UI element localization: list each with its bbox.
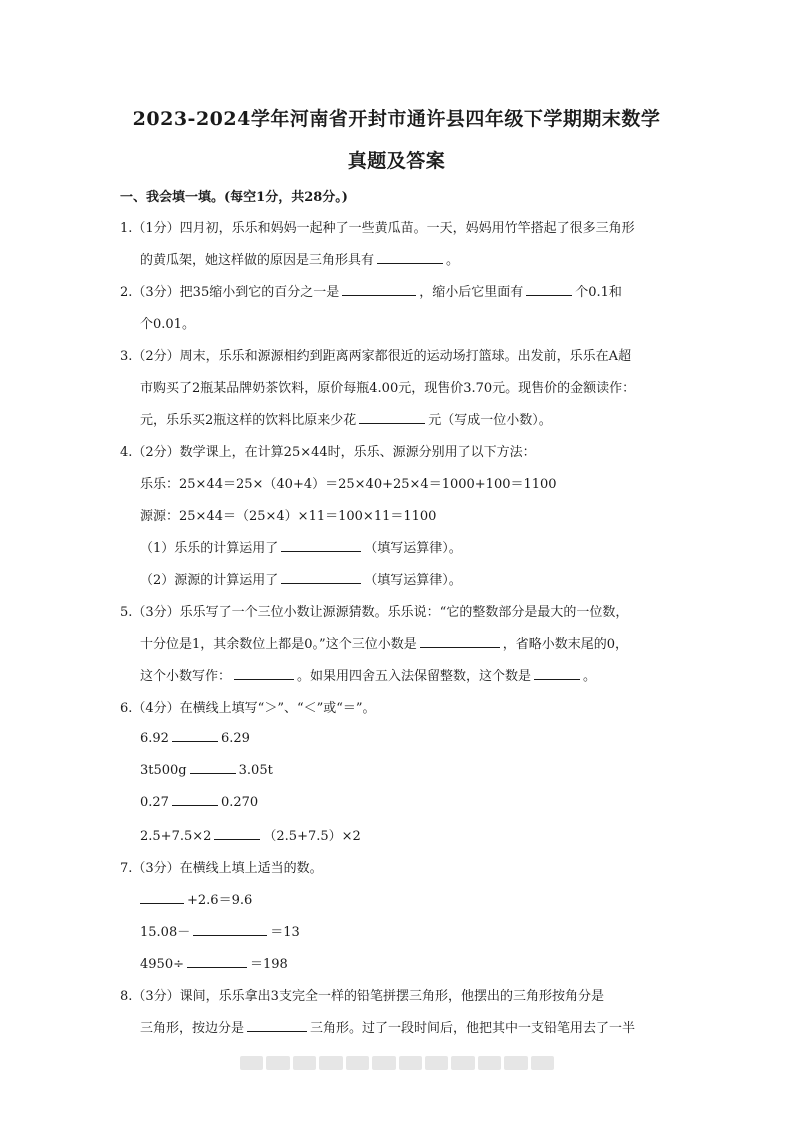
- question-5-text: 十分位是1，其余数位上都是0。”这个三位小数是: [140, 637, 417, 652]
- question-6-line-1: 6.（4分）在横线上填写“＞”、“＜”或“＝”。: [120, 701, 376, 716]
- question-7-line-1: 7.（3分）在横线上填上适当的数。: [120, 861, 323, 876]
- fill-row: [140, 889, 252, 908]
- question-4-part-2-end: （填写运算律）。: [364, 573, 462, 588]
- question-2-text-3: 个0.1和: [575, 285, 622, 300]
- compare-left: 6.92: [140, 731, 169, 746]
- question-4-part-1: [140, 537, 462, 556]
- answer-blank[interactable]: [190, 761, 236, 774]
- question-4-part-1-end: （填写运算律）。: [364, 541, 462, 556]
- compare-right: 0.270: [220, 795, 259, 810]
- compare-row: [140, 761, 273, 778]
- question-4-yuanyuan-method: 源源：25×44＝（25×4）×11＝100×11＝1100: [140, 509, 437, 524]
- answer-blank[interactable]: [234, 667, 294, 680]
- fill-row: [140, 953, 288, 972]
- question-1-end: 。: [446, 253, 460, 268]
- compare-row: [140, 793, 258, 810]
- question-8-line-1: 8.（3分）课间，乐乐拿出3支完全一样的铅笔拼摆三角形，他摆出的三角形按角分是: [120, 989, 604, 1004]
- compare-right: 6.29: [220, 731, 250, 746]
- question-3-line-3: [140, 409, 552, 428]
- answer-blank[interactable]: [214, 827, 260, 840]
- answer-blank[interactable]: [172, 793, 218, 806]
- question-3-line-2: 市购买了2瓶某品牌奶茶饮料，原价每瓶4.00元，现售价3.70元。现售价的金额读作：: [140, 381, 636, 396]
- question-4-lele-method: 乐乐：25×44＝25×（40+4）＝25×40+25×4＝1000+100＝1100: [140, 477, 557, 492]
- question-5-text-2: ，省略小数末尾的0，: [502, 637, 628, 652]
- answer-blank[interactable]: [377, 251, 443, 264]
- answer-blank[interactable]: [526, 283, 572, 296]
- question-1-text: 的黄瓜架，她这样做的原因是三角形具有: [140, 253, 375, 268]
- answer-blank[interactable]: [193, 923, 267, 936]
- compare-right: （2.5+7.5）×2: [263, 829, 361, 844]
- question-3-end: 元（写成一位小数）。: [428, 413, 552, 428]
- fill-expression-left: 4950÷: [140, 957, 184, 972]
- answer-blank[interactable]: [140, 891, 184, 904]
- answer-blank[interactable]: [281, 571, 361, 584]
- fill-expression: +2.6＝9.6: [187, 893, 253, 908]
- question-4-part-2: [140, 569, 462, 588]
- question-5-line-1: 5.（3分）乐乐写了一个三位小数让源源猜数。乐乐说：“它的整数部分是最大的一位数，: [120, 605, 629, 620]
- question-4-line-1: 4.（2分）数学课上，在计算25×44时，乐乐、源源分别用了以下方法：: [120, 445, 536, 460]
- question-2-line-1: [120, 281, 622, 300]
- question-2-text: 2.（3分）把35缩小到它的百分之一是: [120, 285, 340, 300]
- question-8-line-2: [140, 1017, 635, 1036]
- answer-blank[interactable]: [247, 1019, 307, 1032]
- question-2-text-2: ，缩小后它里面有: [419, 285, 524, 300]
- question-3-text: 元，乐乐买2瓶这样的饮料比原来少花: [140, 413, 357, 428]
- compare-left: 3t500g: [140, 763, 187, 778]
- document-title-line-2: 真题及答案: [347, 150, 446, 172]
- question-5-text-4: 。如果用四舍五入法保留整数，这个数是: [297, 669, 532, 684]
- question-1-line-1: 1.（1分）四月初，乐乐和妈妈一起种了一些黄瓜苗。一天，妈妈用竹竿搭起了很多三角形: [120, 221, 635, 236]
- section-heading: 一、我会填一填。(每空1分，共28分。): [120, 190, 348, 205]
- compare-left: 2.5+7.5×2: [140, 829, 212, 844]
- question-1-line-2: [140, 249, 459, 268]
- answer-blank[interactable]: [534, 667, 580, 680]
- question-5-text-3: 这个小数写作：: [140, 669, 232, 684]
- fill-expression-left: 15.08－: [140, 925, 191, 940]
- compare-row: [140, 729, 250, 746]
- fill-expression-right: ＝198: [249, 957, 288, 972]
- blurred-footer-watermark: [240, 1056, 554, 1070]
- compare-right: 3.05t: [238, 763, 273, 778]
- question-4-part-1-text: （1）乐乐的计算运用了: [140, 541, 279, 556]
- fill-row: [140, 921, 300, 940]
- compare-row: [140, 825, 361, 844]
- answer-blank[interactable]: [420, 635, 500, 648]
- question-4-part-2-text: （2）源源的计算运用了: [140, 573, 279, 588]
- question-8-text: 三角形，按边分是: [140, 1021, 245, 1036]
- question-5-end: 。: [583, 669, 597, 684]
- question-3-line-1: 3.（2分）周末，乐乐和源源相约到距离两家都很近的运动场打篮球。出发前，乐乐在A超: [120, 349, 632, 364]
- question-2-line-2: 个0.01。: [140, 317, 195, 332]
- fill-expression-right: ＝13: [270, 925, 300, 940]
- answer-blank[interactable]: [281, 539, 361, 552]
- answer-blank[interactable]: [172, 729, 218, 742]
- document-title-line-1: 2023-2024学年河南省开封市通许县四年级下学期期末数学: [132, 108, 661, 130]
- answer-blank[interactable]: [187, 955, 247, 968]
- question-5-line-2: [140, 633, 628, 652]
- compare-left: 0.27: [140, 795, 169, 810]
- answer-blank[interactable]: [359, 411, 425, 424]
- question-8-text-2: 三角形。过了一段时间后，他把其中一支铅笔用去了一半: [310, 1021, 636, 1036]
- answer-blank[interactable]: [342, 283, 416, 296]
- question-5-line-3: [140, 665, 596, 684]
